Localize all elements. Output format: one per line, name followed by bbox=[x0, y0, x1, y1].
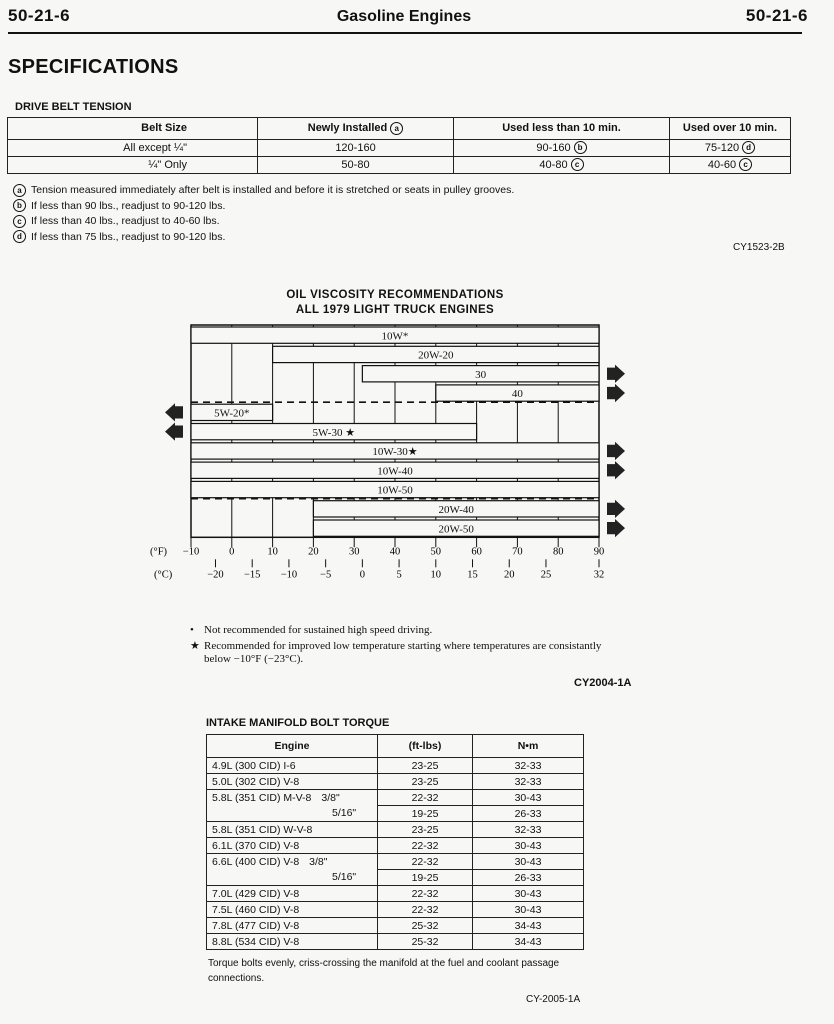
used-over-cell bbox=[670, 157, 791, 174]
engine-name: 8.8L (534 CID) V-8 bbox=[212, 935, 300, 948]
note-text: Not recommended for sustained high speed driving. bbox=[204, 624, 433, 636]
x-tick-label-c: 10 bbox=[430, 569, 442, 581]
nm-cell: 34-43 bbox=[473, 934, 584, 950]
ftlbs-cell: 19-25 bbox=[378, 870, 473, 886]
col-belt-size bbox=[8, 118, 258, 140]
note-item bbox=[13, 230, 514, 246]
oil-title-line2: ALL 1979 LIGHT TRUCK ENGINES bbox=[295, 304, 495, 316]
page-number-right: 50-21-6 bbox=[745, 6, 808, 25]
intake-torque-table bbox=[206, 734, 584, 950]
engine-cell bbox=[207, 838, 378, 854]
table-header-row bbox=[207, 735, 584, 758]
intake-manifold-title: INTAKE MANIFOLD BOLT TORQUE bbox=[206, 717, 390, 729]
nm-cell: 32-33 bbox=[473, 774, 584, 790]
table-row bbox=[8, 157, 791, 174]
axis-unit-c: (°C) bbox=[154, 569, 173, 581]
grade-label: 10W-50 bbox=[377, 484, 413, 497]
torque-note: Torque bolts evenly, criss-crossing the manifold at the fuel and coolant passage connections. bbox=[208, 958, 560, 984]
nm-cell: 30-43 bbox=[473, 886, 584, 902]
x-tick-label-c: 0 bbox=[359, 569, 365, 581]
grade-label: 40 bbox=[511, 388, 523, 401]
table-row bbox=[207, 934, 584, 950]
col-label: Used less than 10 min. bbox=[502, 122, 621, 134]
used-less-cell bbox=[454, 140, 670, 157]
nm-cell: 26-33 bbox=[473, 870, 584, 886]
footnote-mark-a: a bbox=[390, 122, 403, 135]
torque-body bbox=[207, 758, 584, 950]
x-tick-label-c: 20 bbox=[503, 569, 515, 581]
col-used-less bbox=[454, 118, 670, 140]
extends-warmer-arrow bbox=[607, 384, 625, 402]
used-over-cell bbox=[670, 140, 791, 157]
ftlbs-cell: 22-32 bbox=[378, 790, 473, 806]
value: 40-60 bbox=[707, 158, 737, 171]
ftlbs-cell: 22-32 bbox=[378, 854, 473, 870]
x-tick-label-f: 50 bbox=[430, 546, 442, 558]
grade-label: 20W-40 bbox=[438, 504, 474, 516]
nm-cell: 26-33 bbox=[473, 806, 584, 822]
x-tick-label-f: 10 bbox=[267, 546, 278, 558]
newly-installed-cell: 120-160 bbox=[258, 140, 454, 157]
nm-cell: 30-43 bbox=[473, 838, 584, 854]
ftlbs-cell: 25-32 bbox=[378, 934, 473, 950]
x-tick-label-f: 80 bbox=[552, 546, 564, 558]
engine-cell bbox=[207, 822, 378, 838]
bolt-size: 3/8" bbox=[321, 791, 340, 804]
engine-cell bbox=[207, 854, 378, 870]
oil-note bbox=[190, 624, 620, 637]
engine-name: 4.9L (300 CID) I-6 bbox=[212, 759, 296, 772]
belt-size-cell: ¼" Only bbox=[8, 157, 258, 174]
footnote-mark: a bbox=[13, 184, 26, 197]
engine-cell bbox=[207, 902, 378, 918]
x-tick-label-f: 70 bbox=[512, 546, 523, 558]
x-tick-label-c: −10 bbox=[280, 569, 298, 581]
grade-label: 10W-30★ bbox=[372, 446, 418, 459]
value: 90-160 bbox=[536, 141, 571, 154]
page-header-title: Gasoline Engines bbox=[336, 8, 472, 25]
engine-cell bbox=[207, 758, 378, 774]
oil-note bbox=[190, 640, 620, 666]
table-row bbox=[8, 140, 791, 157]
col-nm: N•m bbox=[473, 735, 584, 758]
extends-warmer-arrow bbox=[607, 365, 625, 383]
header-rule bbox=[8, 32, 802, 34]
table-row bbox=[207, 902, 584, 918]
drive-belt-notes bbox=[13, 183, 514, 245]
oil-notes bbox=[190, 624, 620, 669]
specifications-title: SPECIFICATIONS bbox=[8, 56, 179, 78]
ftlbs-cell: 19-25 bbox=[378, 806, 473, 822]
extends-warmer-arrow bbox=[607, 500, 625, 518]
value: 40-80 bbox=[539, 158, 568, 171]
bolt-size: 5/16" bbox=[332, 871, 357, 884]
table-row bbox=[207, 870, 584, 886]
note-text: If less than 40 lbs., readjust to 40-60 lbs. bbox=[31, 215, 220, 227]
note-symbol: ★ bbox=[190, 640, 200, 652]
extends-warmer-arrow bbox=[607, 519, 625, 537]
axis-unit-f: (°F) bbox=[150, 546, 168, 558]
table-row bbox=[207, 758, 584, 774]
engine-cell bbox=[207, 870, 378, 886]
used-less-cell bbox=[454, 157, 670, 174]
ftlbs-cell: 23-25 bbox=[378, 758, 473, 774]
table-row bbox=[207, 774, 584, 790]
ftlbs-cell: 23-25 bbox=[378, 774, 473, 790]
table-row bbox=[207, 806, 584, 822]
engine-name: 6.1L (370 CID) V-8 bbox=[212, 839, 300, 852]
col-label: Belt Size bbox=[141, 122, 187, 134]
oil-chart-code: CY2004-1A bbox=[574, 677, 632, 689]
grade-label: 20W-50 bbox=[438, 523, 474, 536]
grade-label: 30 bbox=[475, 368, 487, 381]
engine-cell bbox=[207, 774, 378, 790]
oil-viscosity-chart bbox=[150, 318, 640, 620]
engine-name: 6.6L (400 CID) V-8 bbox=[212, 855, 300, 868]
oil-chart-title bbox=[180, 288, 610, 318]
extends-warmer-arrow bbox=[607, 442, 625, 460]
engine-name: 7.0L (429 CID) V-8 bbox=[212, 887, 300, 900]
ftlbs-cell: 22-32 bbox=[378, 886, 473, 902]
x-tick-label-f: −10 bbox=[182, 546, 200, 558]
engine-name: 5.0L (302 CID) V-8 bbox=[212, 775, 300, 788]
table-header-row bbox=[8, 118, 791, 140]
engine-name: 5.8L (351 CID) M-V-8 bbox=[212, 791, 312, 804]
engine-cell bbox=[207, 886, 378, 902]
x-tick-label-c: −20 bbox=[207, 569, 224, 581]
nm-cell: 32-33 bbox=[473, 822, 584, 838]
note-symbol: • bbox=[190, 624, 194, 636]
x-tick-label-f: 90 bbox=[593, 546, 605, 558]
grade-label: 10W* bbox=[381, 330, 409, 343]
footnote-mark: d bbox=[742, 141, 755, 154]
oil-title-line1: OIL VISCOSITY RECOMMENDATIONS bbox=[286, 289, 504, 301]
x-tick-label-c: 32 bbox=[593, 569, 605, 581]
value: 75-120 bbox=[704, 141, 740, 154]
grade-label: 20W-20 bbox=[418, 349, 454, 362]
footnote-mark: c bbox=[13, 215, 26, 228]
x-tick-label-c: 25 bbox=[540, 569, 552, 581]
nm-cell: 32-33 bbox=[473, 758, 584, 774]
engine-cell bbox=[207, 806, 378, 822]
footnote-mark: b bbox=[13, 199, 26, 212]
x-tick-label-f: 40 bbox=[389, 546, 401, 558]
footnote-mark: c bbox=[571, 158, 584, 171]
grade-label: 5W-30 ★ bbox=[312, 426, 356, 439]
col-used-over bbox=[670, 118, 791, 140]
drive-belt-code: CY1523-2B bbox=[733, 242, 785, 253]
nm-cell: 30-43 bbox=[473, 790, 584, 806]
table-row bbox=[207, 918, 584, 934]
grade-label: 10W-40 bbox=[377, 465, 413, 478]
table-row bbox=[207, 790, 584, 806]
x-tick-label-f: 20 bbox=[308, 546, 319, 558]
ftlbs-cell: 22-32 bbox=[378, 902, 473, 918]
x-tick-label-f: 30 bbox=[348, 546, 360, 558]
x-tick-label-c: 5 bbox=[396, 569, 402, 581]
table-row bbox=[207, 854, 584, 870]
x-tick-label-c: −15 bbox=[243, 569, 261, 581]
drive-belt-title: DRIVE BELT TENSION bbox=[15, 101, 132, 113]
engine-name: 7.8L (477 CID) V-8 bbox=[212, 919, 300, 932]
nm-cell: 34-43 bbox=[473, 918, 584, 934]
footnote-mark: b bbox=[574, 141, 587, 154]
x-tick-label-f: 0 bbox=[229, 546, 235, 558]
nm-cell: 30-43 bbox=[473, 902, 584, 918]
drive-belt-table bbox=[7, 117, 791, 174]
engine-cell bbox=[207, 918, 378, 934]
ftlbs-cell: 23-25 bbox=[378, 822, 473, 838]
x-tick-label-c: −5 bbox=[320, 569, 332, 581]
note-item bbox=[13, 183, 514, 199]
note-item bbox=[13, 214, 514, 230]
engine-cell bbox=[207, 934, 378, 950]
note-text: If less than 90 lbs., readjust to 90-120 lbs. bbox=[31, 199, 226, 212]
engine-name: 5.8L (351 CID) W-V-8 bbox=[212, 823, 313, 836]
table-row bbox=[207, 886, 584, 902]
ftlbs-cell: 22-32 bbox=[378, 838, 473, 854]
note-text: Recommended for improved low temperature starting where temperatures are consistantly below −10°F (−23°C). bbox=[204, 640, 602, 665]
engine-cell bbox=[207, 790, 378, 806]
ftlbs-cell: 25-32 bbox=[378, 918, 473, 934]
extends-warmer-arrow bbox=[607, 461, 625, 479]
col-engine: Engine bbox=[207, 735, 378, 758]
footnote-mark: c bbox=[739, 158, 752, 171]
table-row bbox=[207, 838, 584, 854]
bolt-size: 5/16" bbox=[332, 807, 357, 820]
grade-label: 5W-20* bbox=[214, 407, 250, 420]
bolt-size: 3/8" bbox=[309, 855, 328, 868]
page-number-left: 50-21-6 bbox=[8, 6, 71, 25]
extends-colder-arrow bbox=[165, 423, 183, 441]
col-label: Newly Installed bbox=[307, 122, 388, 134]
x-tick-label-f: 60 bbox=[471, 546, 482, 558]
x-tick-label-c: 15 bbox=[467, 569, 478, 581]
torque-code: CY-2005-1A bbox=[526, 994, 581, 1005]
col-ftlbs: (ft-lbs) bbox=[378, 735, 473, 758]
note-text: Tension measured immediately after belt is installed and before it is stretched or seats in pulley grooves. bbox=[31, 184, 515, 196]
col-label: Used over 10 min. bbox=[682, 122, 778, 134]
extends-colder-arrow bbox=[165, 403, 183, 421]
engine-name: 7.5L (460 CID) V-8 bbox=[212, 903, 300, 916]
col-newly-installed bbox=[258, 118, 454, 140]
note-item bbox=[13, 199, 514, 215]
footnote-mark: d bbox=[13, 230, 26, 243]
table-row bbox=[207, 822, 584, 838]
newly-installed-cell: 50-80 bbox=[258, 157, 454, 174]
nm-cell: 30-43 bbox=[473, 854, 584, 870]
belt-size-cell: All except ¼" bbox=[8, 140, 258, 157]
note-text: If less than 75 lbs., readjust to 90-120 lbs. bbox=[31, 230, 226, 243]
